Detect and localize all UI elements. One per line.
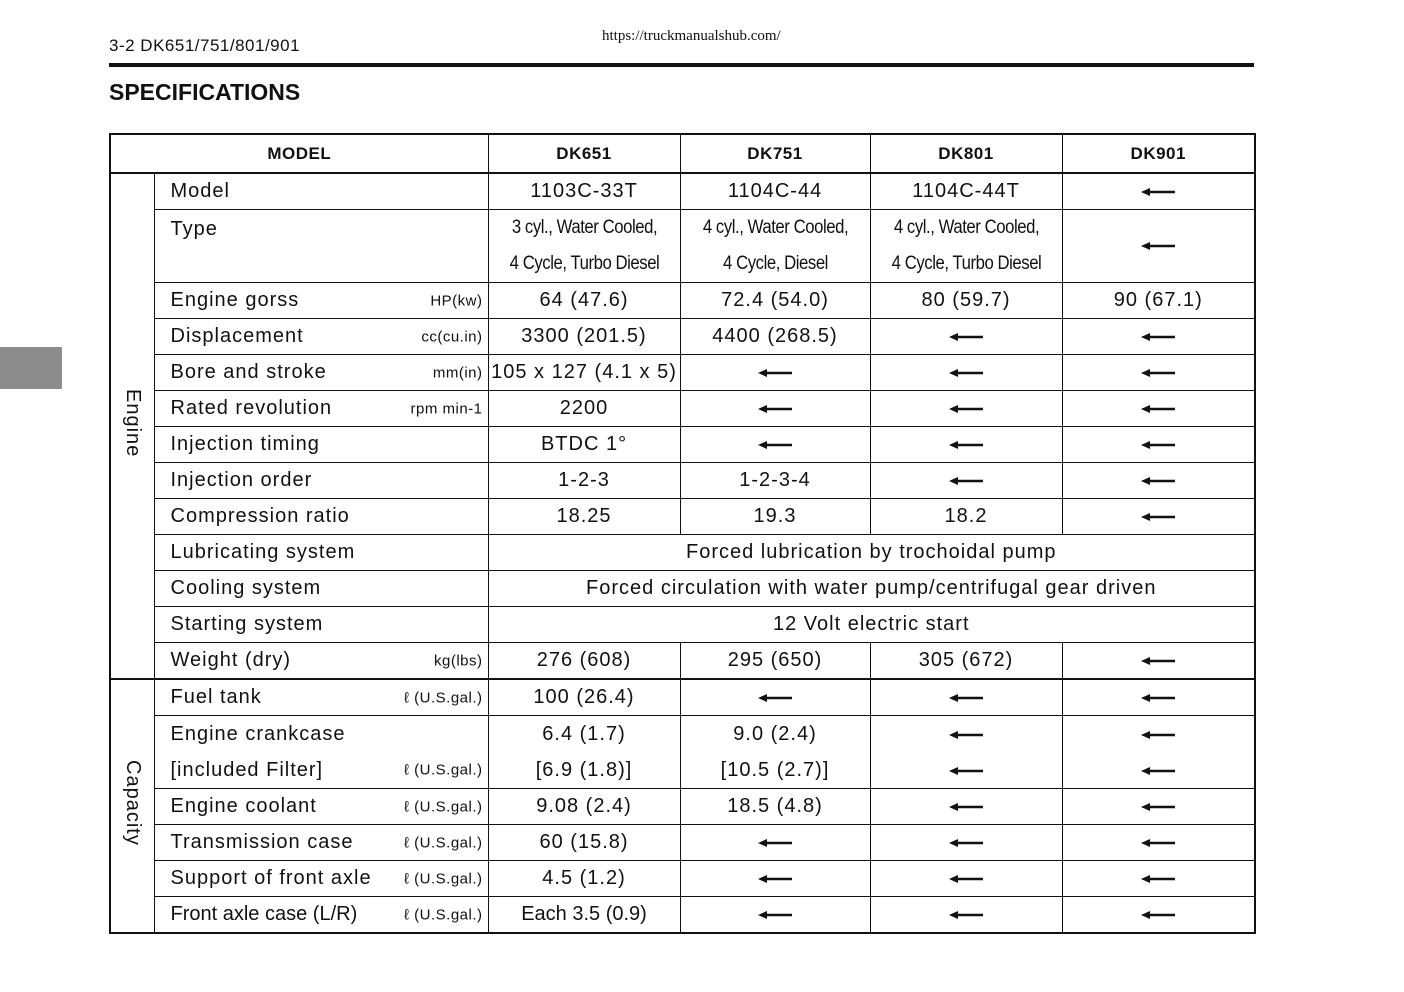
cell-value: 1-2-3 bbox=[488, 463, 680, 499]
row-label: Lubricating system bbox=[154, 535, 488, 571]
same-as-left-arrow-icon bbox=[1062, 861, 1255, 897]
same-as-left-arrow-icon bbox=[680, 679, 870, 716]
chapter-tab bbox=[0, 347, 62, 389]
row-label: Model bbox=[154, 173, 488, 210]
table-row bbox=[110, 897, 1255, 934]
same-as-left-arrow-icon bbox=[1062, 210, 1255, 283]
table-row bbox=[110, 173, 1255, 210]
cell-value: 105 x 127 (4.1 x 5) bbox=[488, 355, 680, 391]
row-label: Front axle case (L/R) ℓ (U.S.gal.) bbox=[154, 897, 488, 934]
cell-value: 9.08 (2.4) bbox=[488, 789, 680, 825]
model-header: MODEL bbox=[110, 134, 488, 173]
row-label: Engine gorss HP(kw) bbox=[154, 283, 488, 319]
cell-value: 4 cyl., Water Cooled, 4 Cycle, Diesel bbox=[680, 210, 870, 283]
same-as-left-arrow-icon bbox=[1062, 825, 1255, 861]
same-as-left-arrow-icon bbox=[1062, 643, 1255, 680]
row-label: Support of front axle ℓ (U.S.gal.) bbox=[154, 861, 488, 897]
row-label: Engine coolant ℓ (U.S.gal.) bbox=[154, 789, 488, 825]
cell-value: Each 3.5 (0.9) bbox=[488, 897, 680, 934]
same-as-left-arrow-icon bbox=[870, 355, 1062, 391]
cell-value: 64 (47.6) bbox=[488, 283, 680, 319]
cell-value: 4 cyl., Water Cooled, 4 Cycle, Turbo Diesel bbox=[870, 210, 1062, 283]
cell-value: 60 (15.8) bbox=[488, 825, 680, 861]
cell-value: 6.4 (1.7) [6.9 (1.8)] bbox=[488, 716, 680, 789]
same-as-left-arrow-icon bbox=[1062, 499, 1255, 535]
row-label: Starting system bbox=[154, 607, 488, 643]
row-label: Engine crankcase [included Filter] ℓ (U.S.gal.) bbox=[154, 716, 488, 789]
same-as-left-arrow-icon bbox=[680, 861, 870, 897]
cell-value: 18.2 bbox=[870, 499, 1062, 535]
cell-value: 295 (650) bbox=[680, 643, 870, 680]
cell-value: 19.3 bbox=[680, 499, 870, 535]
column-header: DK801 bbox=[870, 134, 1062, 173]
table-row bbox=[110, 643, 1255, 680]
row-label: Weight (dry) kg(lbs) bbox=[154, 643, 488, 680]
table-row bbox=[110, 571, 1255, 607]
table-row bbox=[110, 535, 1255, 571]
table-row bbox=[110, 391, 1255, 427]
table-row bbox=[110, 427, 1255, 463]
capacity-group-label: Capacity bbox=[110, 679, 154, 933]
row-label: Rated revolution rpm min-1 bbox=[154, 391, 488, 427]
table-row bbox=[110, 463, 1255, 499]
cell-value: 18.5 (4.8) bbox=[680, 789, 870, 825]
table-row bbox=[110, 789, 1255, 825]
specifications-table bbox=[109, 133, 1256, 934]
row-label: Transmission case ℓ (U.S.gal.) bbox=[154, 825, 488, 861]
cell-value: 1-2-3-4 bbox=[680, 463, 870, 499]
same-as-left-arrow-icon bbox=[870, 716, 1062, 789]
cell-value-span: Forced circulation with water pump/centrifugal gear driven bbox=[488, 571, 1255, 607]
table-row bbox=[110, 210, 1255, 283]
row-label: Compression ratio bbox=[154, 499, 488, 535]
row-label: Type bbox=[154, 210, 488, 283]
cell-value: 72.4 (54.0) bbox=[680, 283, 870, 319]
same-as-left-arrow-icon bbox=[870, 463, 1062, 499]
row-label: Bore and stroke mm(in) bbox=[154, 355, 488, 391]
table-row bbox=[110, 607, 1255, 643]
same-as-left-arrow-icon bbox=[680, 391, 870, 427]
header-rule bbox=[109, 63, 1254, 67]
same-as-left-arrow-icon bbox=[870, 897, 1062, 934]
same-as-left-arrow-icon bbox=[680, 355, 870, 391]
same-as-left-arrow-icon bbox=[1062, 173, 1255, 210]
same-as-left-arrow-icon bbox=[870, 825, 1062, 861]
same-as-left-arrow-icon bbox=[870, 319, 1062, 355]
row-label: Cooling system bbox=[154, 571, 488, 607]
cell-value: 4400 (268.5) bbox=[680, 319, 870, 355]
same-as-left-arrow-icon bbox=[1062, 319, 1255, 355]
table-row bbox=[110, 679, 1255, 716]
table-row bbox=[110, 499, 1255, 535]
page-header: 3-2 DK651/751/801/901 bbox=[109, 36, 301, 55]
section-title: SPECIFICATIONS bbox=[109, 79, 301, 105]
cell-value: 18.25 bbox=[488, 499, 680, 535]
cell-value: 90 (67.1) bbox=[1062, 283, 1255, 319]
table-row bbox=[110, 355, 1255, 391]
table-row bbox=[110, 716, 1255, 789]
cell-value: 1104C-44T bbox=[870, 173, 1062, 210]
same-as-left-arrow-icon bbox=[680, 825, 870, 861]
table-row bbox=[110, 319, 1255, 355]
table-row bbox=[110, 283, 1255, 319]
cell-value: 9.0 (2.4) [10.5 (2.7)] bbox=[680, 716, 870, 789]
same-as-left-arrow-icon bbox=[870, 391, 1062, 427]
same-as-left-arrow-icon bbox=[1062, 789, 1255, 825]
cell-value: 2200 bbox=[488, 391, 680, 427]
same-as-left-arrow-icon bbox=[1062, 427, 1255, 463]
cell-value-span: Forced lubrication by trochoidal pump bbox=[488, 535, 1255, 571]
same-as-left-arrow-icon bbox=[1062, 679, 1255, 716]
table-row bbox=[110, 861, 1255, 897]
engine-group-label: Engine bbox=[110, 173, 154, 679]
row-label: Displacement cc(cu.in) bbox=[154, 319, 488, 355]
same-as-left-arrow-icon bbox=[680, 427, 870, 463]
cell-value: 1104C-44 bbox=[680, 173, 870, 210]
same-as-left-arrow-icon bbox=[1062, 355, 1255, 391]
row-label: Injection timing bbox=[154, 427, 488, 463]
same-as-left-arrow-icon bbox=[870, 427, 1062, 463]
column-header: DK751 bbox=[680, 134, 870, 173]
same-as-left-arrow-icon bbox=[870, 679, 1062, 716]
cell-value: 3 cyl., Water Cooled, 4 Cycle, Turbo Diesel bbox=[488, 210, 680, 283]
cell-value-span: 12 Volt electric start bbox=[488, 607, 1255, 643]
cell-value: 276 (608) bbox=[488, 643, 680, 680]
same-as-left-arrow-icon bbox=[870, 789, 1062, 825]
same-as-left-arrow-icon bbox=[870, 861, 1062, 897]
source-url[interactable]: https://truckmanualshub.com/ bbox=[602, 28, 781, 44]
same-as-left-arrow-icon bbox=[680, 897, 870, 934]
column-header: DK651 bbox=[488, 134, 680, 173]
row-label: Fuel tank ℓ (U.S.gal.) bbox=[154, 679, 488, 716]
cell-value: 4.5 (1.2) bbox=[488, 861, 680, 897]
same-as-left-arrow-icon bbox=[1062, 897, 1255, 934]
same-as-left-arrow-icon bbox=[1062, 391, 1255, 427]
same-as-left-arrow-icon bbox=[1062, 463, 1255, 499]
cell-value: 100 (26.4) bbox=[488, 679, 680, 716]
table-row bbox=[110, 825, 1255, 861]
cell-value: 80 (59.7) bbox=[870, 283, 1062, 319]
row-label: Injection order bbox=[154, 463, 488, 499]
same-as-left-arrow-icon bbox=[1062, 716, 1255, 789]
column-header: DK901 bbox=[1062, 134, 1255, 173]
cell-value: 3300 (201.5) bbox=[488, 319, 680, 355]
table-header-row bbox=[110, 134, 1255, 173]
cell-value: 305 (672) bbox=[870, 643, 1062, 680]
cell-value: BTDC 1° bbox=[488, 427, 680, 463]
cell-value: 1103C-33T bbox=[488, 173, 680, 210]
